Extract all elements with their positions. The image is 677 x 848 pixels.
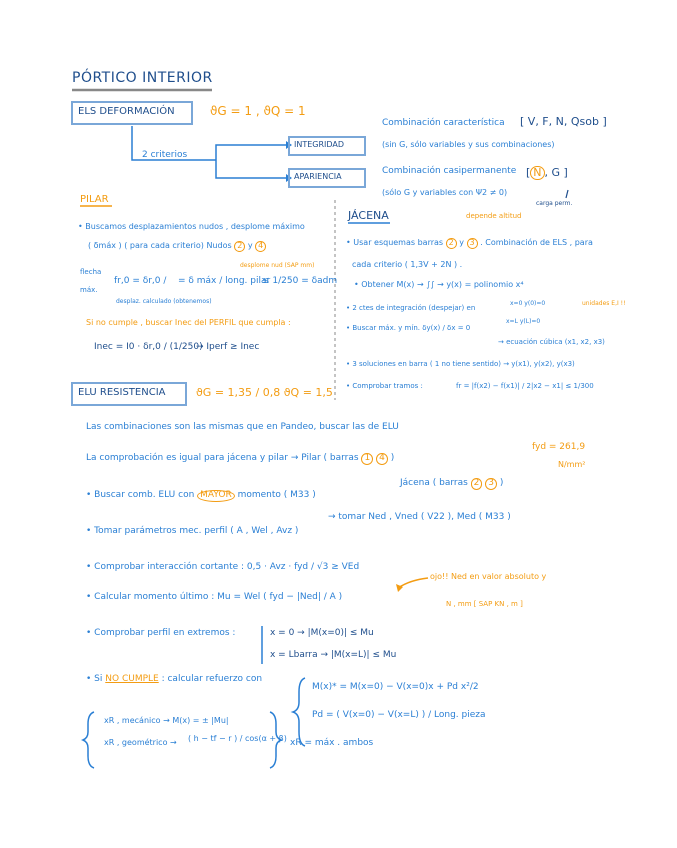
elu-line3: [86, 490, 316, 502]
check-x0: x = 0 → |M(x=0)| ≤ Mu: [270, 628, 374, 638]
mx-equation: M(x)* = M(x=0) − V(x=0)x + Pd x²/2: [312, 682, 479, 692]
jacena-close-paren: ): [499, 478, 504, 488]
elu-heading: ELU RESISTENCIA: [78, 387, 166, 398]
criteria-label: 2 criterios: [142, 150, 188, 160]
comb-casipermanente: Combinación casipermanente: [382, 166, 517, 176]
jacena-line5: • Buscar máx. y mín. δy(x) / δx = 0: [346, 324, 471, 332]
carga-perm-note: carga perm.: [536, 200, 573, 207]
n-circled: N: [530, 166, 544, 180]
elu-line8: [86, 674, 262, 684]
arrow-apariencia: [216, 160, 286, 178]
xr-max: xR = máx . ambos: [290, 738, 374, 748]
bar-4: 4: [376, 453, 388, 465]
brace-xr-left: [83, 712, 94, 768]
pilar-line2-text: ( δmáx ) ( para cada criterio) Nudos: [88, 241, 232, 250]
jacena-line1-tail: . Combinación de ELS , para: [480, 238, 593, 247]
unidades-note: unidades E,I !!: [582, 300, 626, 307]
jacena-line1-text: • Usar esquemas barras: [346, 238, 444, 247]
pilar-line1: • Buscamos desplazamientos nudos , desplome máximo: [78, 222, 305, 231]
y-label: y: [247, 241, 253, 250]
flecha-eq-lhs: fr,0 = δr,0 /: [114, 276, 167, 286]
elu-line6: • Calcular momento último : Mu = Wel ( fyd − |Ned| / A ): [86, 592, 343, 602]
bar-1: 1: [361, 453, 373, 465]
ojo-note: ojo!! Ned en valor absoluto y: [430, 572, 547, 581]
inec-eq: Inec = I0 · δr,0 / (1/250): [94, 342, 203, 352]
elu-line3c: → tomar Ned , Vned ( V22 ), Med ( M33 ): [328, 512, 511, 522]
page-title: PÓRTICO INTERIOR: [72, 70, 213, 86]
apariencia-label: APARIENCIA: [294, 172, 342, 181]
elu-jacena-text: Jácena ( barras: [400, 478, 468, 488]
elu-line7: • Comprobar perfil en extremos :: [86, 628, 236, 638]
flecha-eq-rhs: ≤ 1/250 = δadm: [262, 276, 338, 286]
jacena-line7: • Comprobar tramos :: [346, 382, 423, 390]
elu-jacena-bars: [400, 478, 503, 490]
check-xl: x = Lbarra → |M(x=L)| ≤ Mu: [270, 650, 397, 660]
ojo-arrow: [398, 578, 428, 588]
integridad-label: INTEGRIDAD: [294, 140, 345, 149]
ecuacion-cubica: → ecuación cúbica (x1, x2, x3): [498, 338, 605, 346]
fr-equation: fr = |f(x2) − f(x1)| / 2|x2 − x1| ≤ 1/300: [456, 382, 594, 390]
fyd-value: fyd = 261,9: [532, 442, 586, 452]
iperf-eq: → Iperf ≥ Inec: [196, 342, 260, 352]
pilar-close-paren: ): [390, 453, 395, 463]
jacena-heading: JÁCENA: [348, 209, 389, 222]
jacena-line4: • 2 ctes de integración (despejar) en: [346, 304, 476, 312]
brace-refuerzo-right: [293, 678, 305, 746]
cond-x0: x=0 y(0)=0: [510, 300, 546, 307]
bar-3: 3: [467, 238, 478, 249]
si-label: • Si: [86, 674, 103, 684]
comb-caracteristica-set: [ V, F, N, Qsob ]: [520, 115, 607, 128]
node-4: 4: [255, 241, 266, 252]
flecha-eq-mid: = δ máx / long. pilar: [178, 276, 271, 286]
elu-line3-text: • Buscar comb. ELU con: [86, 490, 195, 500]
max-label: máx.: [80, 286, 98, 294]
mayor-circled: MAYOR: [197, 490, 235, 502]
flecha-label: flecha: [80, 268, 102, 276]
elu-gammas: ϑG = 1,35 / 0,8 ϑQ = 1,5: [196, 386, 333, 399]
desplaz-calc-note: desplaz. calculado (obtenemos): [116, 298, 212, 305]
pilar-heading: PILAR: [80, 194, 109, 205]
arrow-integridad: [216, 145, 286, 160]
xr-mecanico: xR , mecánico → M(x) = ± |Mu|: [104, 716, 229, 725]
jacena-line3: • Obtener M(x) → ∫∫ → y(x) = polinomio x⁴: [354, 280, 524, 289]
elu-line4: • Tomar parámetros mec. perfil ( A , Wel , Avz ): [86, 526, 299, 536]
jacena-line2: cada criterio ( 1,3V + 2N ) .: [352, 260, 463, 269]
no-cumple-label: NO CUMPLE: [105, 674, 159, 684]
pd-equation: Pd = ( V(x=0) − V(x=L) ) / Long. pieza: [312, 710, 486, 720]
elu-line8-tail: : calcular refuerzo con: [161, 674, 263, 684]
comb-casipermanente-note: (sólo G y variables con Ψ2 ≠ 0): [382, 188, 508, 197]
elu-line5: • Comprobar interacción cortante : 0,5 · Avz · fyd / √3 ≥ VEd: [86, 562, 360, 572]
bar-3b: 3: [485, 478, 497, 490]
elu-line2: [86, 453, 394, 465]
pilar-line2: [88, 241, 266, 252]
carga-arrow: [566, 190, 568, 198]
elu-line1: Las combinaciones son las mismas que en Pandeo, buscar las de ELU: [86, 422, 399, 432]
ojo-units: N , mm [ SAP KN , m ]: [446, 600, 523, 608]
desplome-nudo-note: desplome nud (SAP mm): [240, 262, 315, 269]
bar-2b: 2: [471, 478, 483, 490]
elu-line2-text: La comprobación es igual para jácena y pilar → Pilar ( barras: [86, 453, 359, 463]
bar-2: 2: [446, 238, 457, 249]
g-label: , G: [544, 166, 561, 179]
comb-casipermanente-set: [ N , G ]: [526, 166, 568, 179]
elu-line3-tail: momento ( M33 ): [237, 490, 316, 500]
xr-geometrico-frac: ( h − tf − r ) / cos(α + β): [188, 734, 287, 743]
comb-caracteristica-note: (sin G, sólo variables y sus combinaciones): [382, 140, 555, 149]
depende-altitud: depende altitud: [466, 212, 522, 220]
jacena-line1: [346, 238, 593, 249]
els-gammas: ϑG = 1 , ϑQ = 1: [210, 104, 306, 118]
els-heading: ELS DEFORMACIÓN: [78, 106, 175, 117]
comb-caracteristica: Combinación característica: [382, 118, 505, 128]
jacena-line6: • 3 soluciones en barra ( 1 no tiene sentido) → y(x1), y(x2), y(x3): [346, 360, 575, 368]
y-label-2: y: [459, 238, 464, 247]
cond-xl: x=L y(L)=0: [506, 318, 541, 325]
node-2: 2: [234, 241, 245, 252]
xr-geometrico: xR , geométrico →: [104, 738, 177, 747]
pilar-no-cumple: Si no cumple , buscar Inec del PERFIL que cumpla :: [86, 318, 291, 327]
fyd-units: N/mm²: [558, 460, 586, 469]
